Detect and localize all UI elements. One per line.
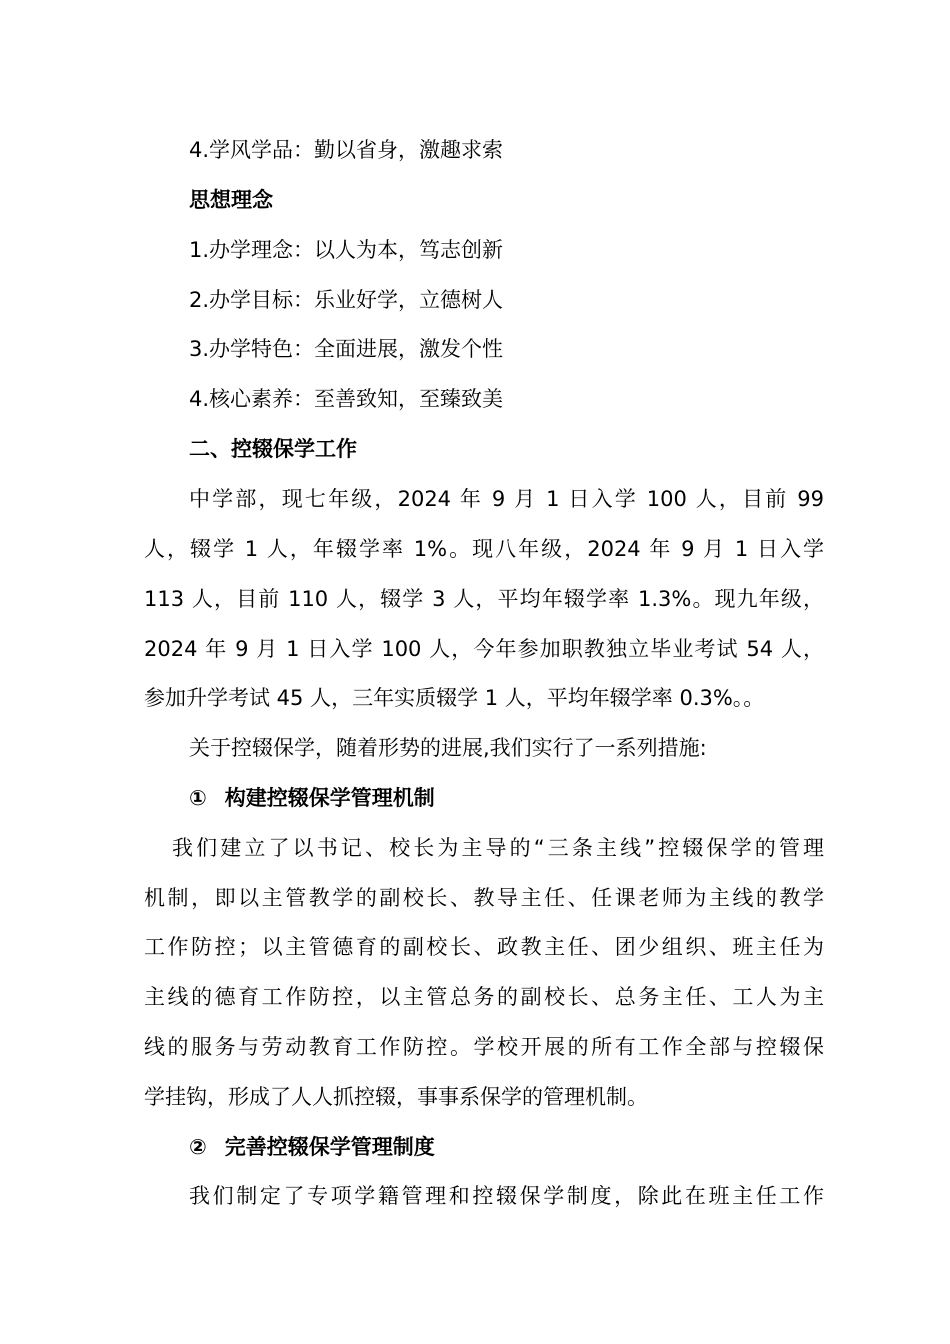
philosophy-item-1: 1.办学理念：以人为本，笃志创新 (189, 238, 504, 262)
subheading-mechanism (189, 783, 824, 813)
philosophy-item-4: 4.核心素养：至善致知，至臻致美 (189, 387, 504, 411)
section-heading-dropout-control: 二、控辍保学工作 (189, 437, 357, 461)
subheading-system (189, 1132, 824, 1162)
paragraph-line: 关于控辍保学，随着形势的进展,我们实行了一系列措施: (189, 736, 707, 760)
philosophy-item-3: 3.办学特色：全面进展，激发个性 (189, 337, 504, 361)
paragraph-line: 主线的德育工作防控，以主管总务的副校长、总务主任、工人为主 (144, 985, 824, 1009)
paragraph-line: 参加升学考试 45 人，三年实质辍学 1 人，平均年辍学率 0.3%。。 (144, 686, 765, 710)
paragraph-line: 我们制定了专项学籍管理和控辍保学制度，除此在班主任工作 (189, 1184, 824, 1208)
paragraph-line: 我们建立了以书记、校长为主导的“三条主线”控辍保学的管理 (172, 836, 824, 860)
item-marker: ① (189, 786, 207, 810)
style-item-4: 4.学风学品：勤以省身，激趣求索 (189, 138, 504, 162)
paragraph-line: 线的服务与劳动教育工作防控。学校开展的所有工作全部与控辍保 (144, 1035, 824, 1059)
subheading-text: 构建控辍保学管理机制 (224, 786, 435, 810)
section-heading-ideology: 思想理念 (189, 188, 273, 212)
item-marker: ② (189, 1135, 207, 1159)
subheading-text: 完善控辍保学管理制度 (224, 1135, 435, 1159)
paragraph-line: 113 人，目前 110 人，辍学 3 人，平均年辍学率 1.3%。现九年级， (144, 587, 824, 611)
paragraph-line: 机制，即以主管教学的副校长、教导主任、任课老师为主线的教学 (144, 886, 824, 910)
paragraph-line: 2024 年 9 月 1 日入学 100 人，今年参加职教独立毕业考试 54 人， (144, 637, 824, 661)
paragraph-line: 工作防控；以主管德育的副校长、政教主任、团少组织、班主任为 (144, 935, 824, 959)
paragraph-line: 学挂钩，形成了人人抓控辍，事事系保学的管理机制。 (144, 1085, 648, 1109)
philosophy-item-2: 2.办学目标：乐业好学，立德树人 (189, 288, 504, 312)
paragraph-line: 人，辍学 1 人，年辍学率 1%。现八年级，2024 年 9 月 1 日入学 (144, 537, 824, 561)
paragraph-line: 中学部，现七年级，2024 年 9 月 1 日入学 100 人，目前 99 (189, 487, 824, 511)
